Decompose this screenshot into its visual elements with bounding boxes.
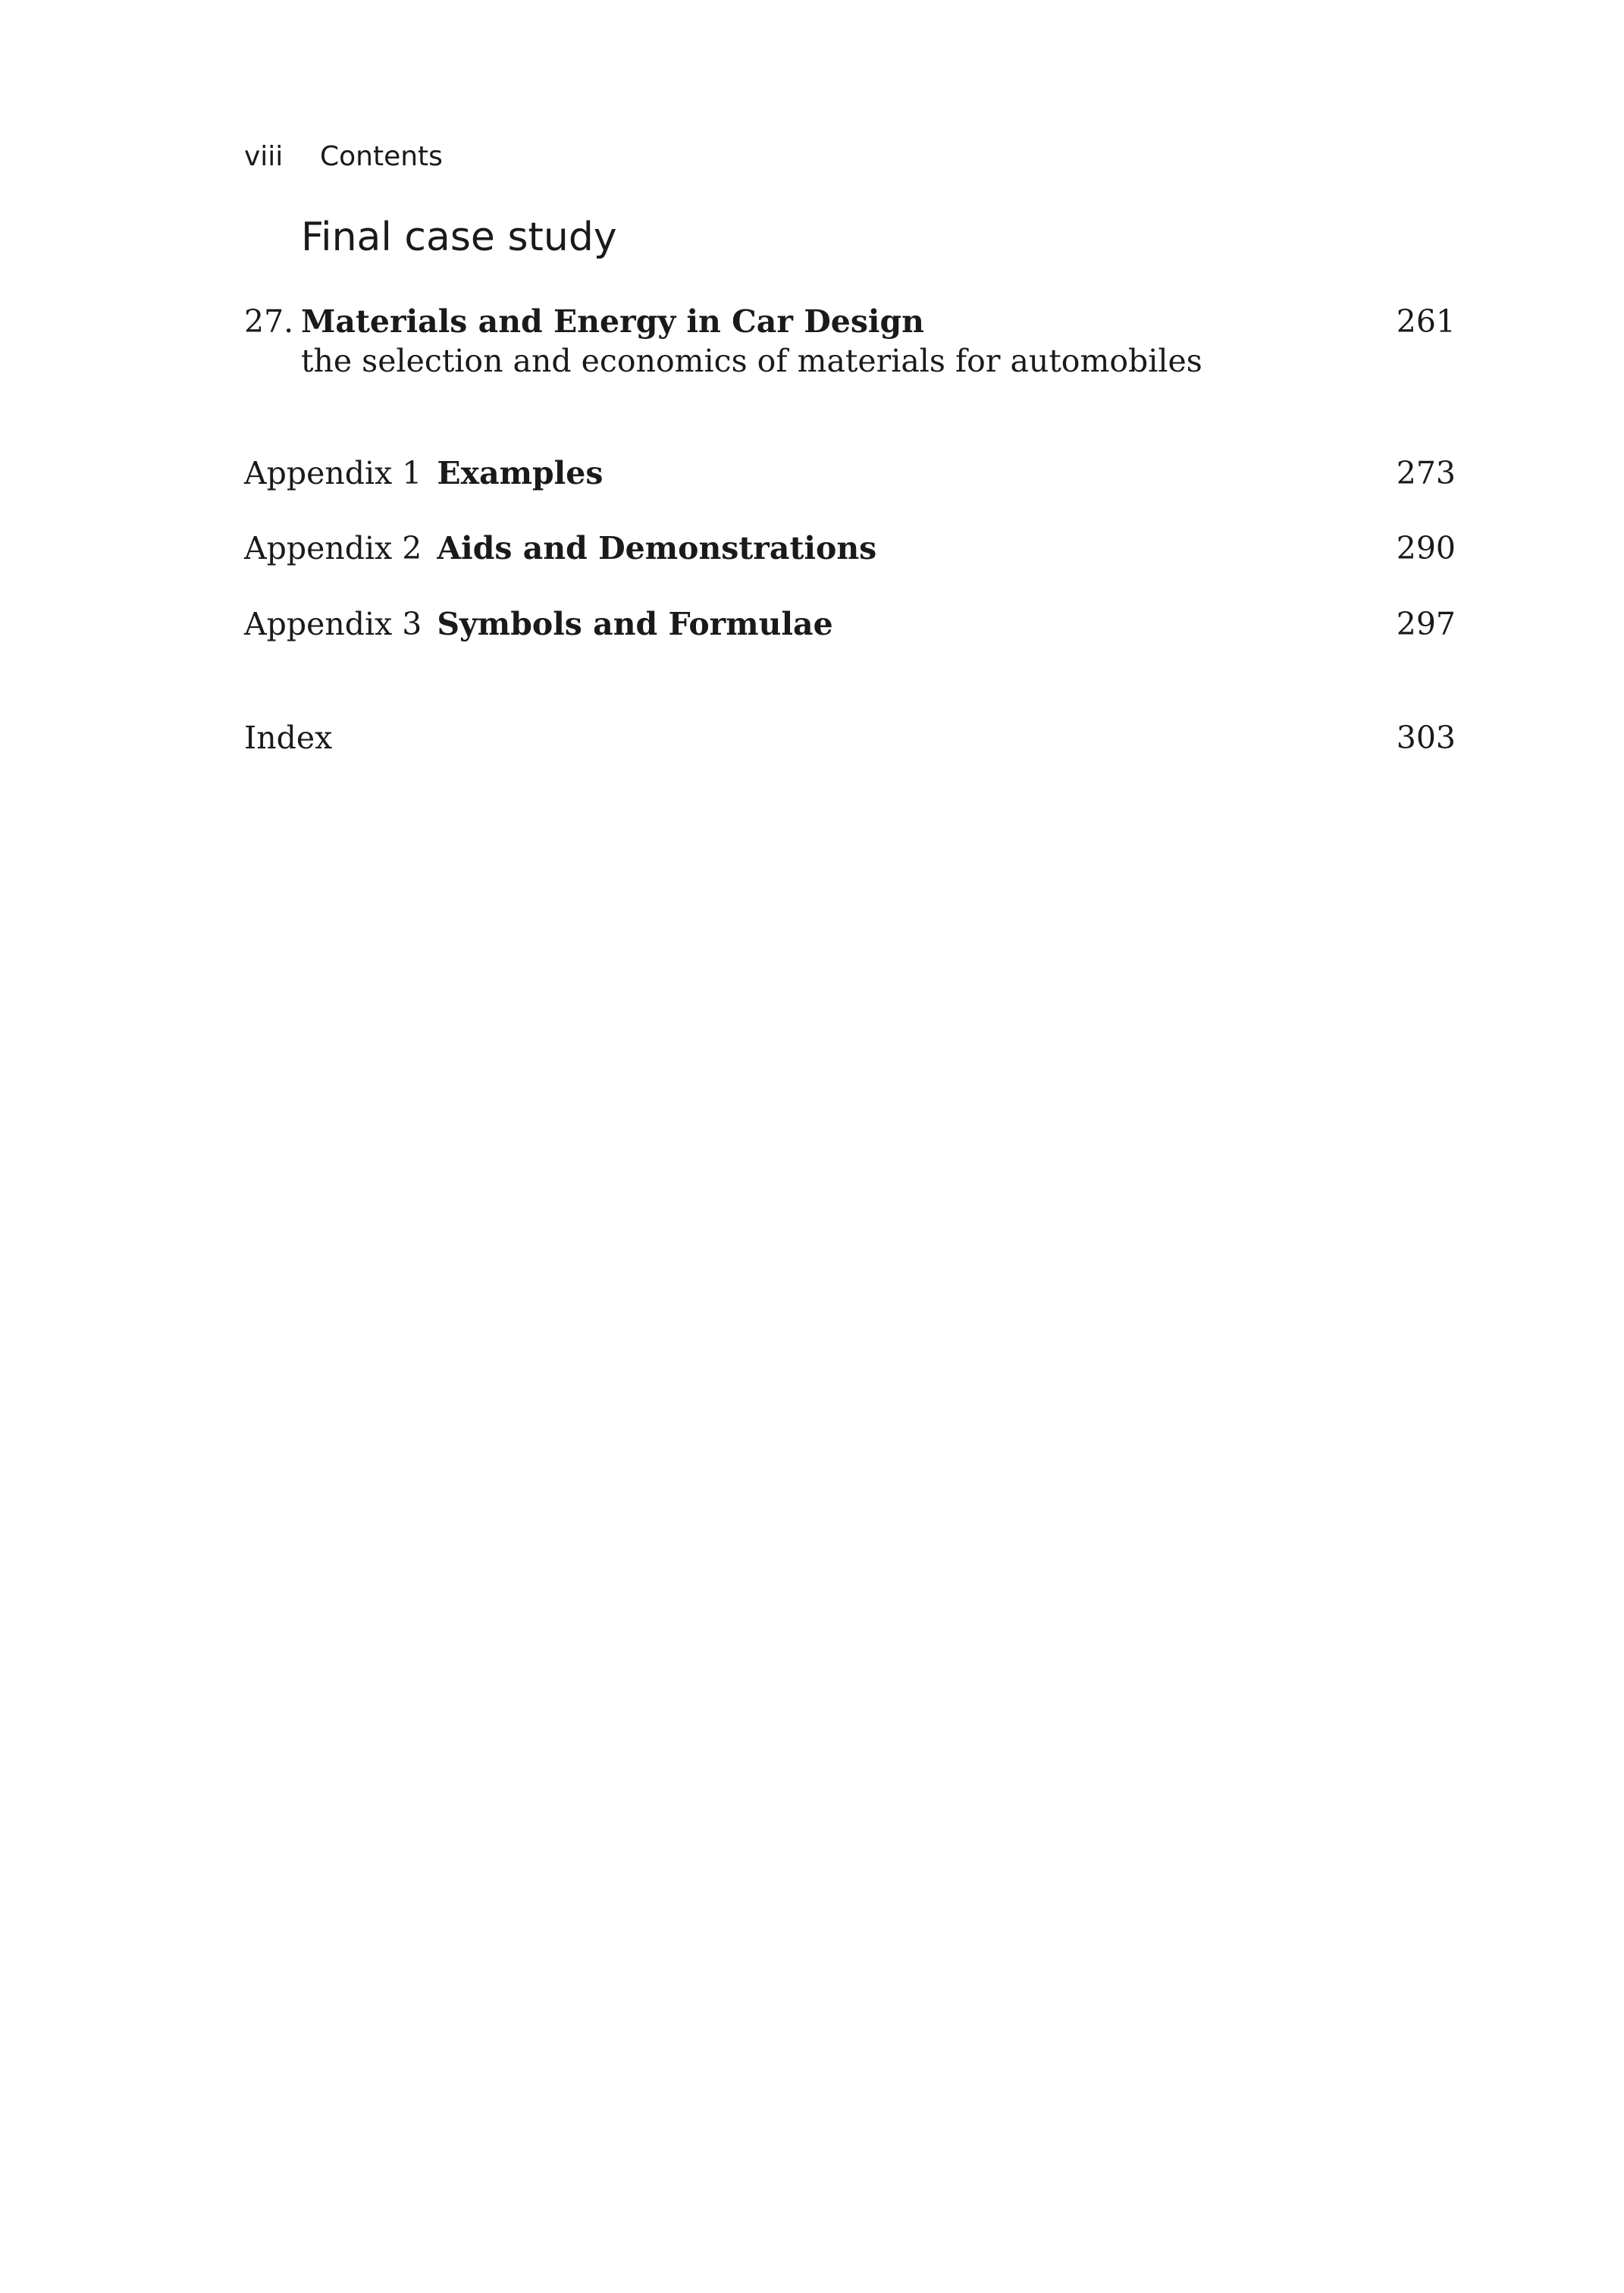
page-number: 273 [1396,455,1456,491]
index-title: Index [244,720,333,756]
toc-entry-label [244,530,876,566]
toc-entry-label [244,606,833,642]
appendix-title: Examples [437,455,604,491]
running-head-title: Contents [320,141,443,172]
page-folio: viii [244,141,284,172]
running-head [244,141,443,172]
toc-entry-appendix-1[interactable] [244,455,1456,491]
appendix-prefix: Appendix 3 [244,606,422,642]
page-number: 297 [1396,606,1456,642]
appendix-prefix: Appendix 2 [244,530,422,566]
appendix-title: Aids and Demonstrations [437,530,877,566]
page-number: 290 [1396,530,1456,566]
toc-entry-label [244,455,603,491]
chapter-subtitle: the selection and economics of materials for automobiles [301,343,1202,379]
page-number: 261 [1396,303,1456,340]
chapter-number: 27. [244,303,294,340]
toc-entry-index[interactable] [244,720,1456,756]
appendix-prefix: Appendix 1 [244,455,422,491]
toc-entry-chapter-27[interactable] [244,303,1456,340]
toc-entry-label [244,303,924,340]
toc-entry-appendix-3[interactable] [244,606,1456,642]
page-number: 303 [1396,720,1456,756]
section-title: Final case study [301,215,617,260]
chapter-title: Materials and Energy in Car Design [301,303,924,340]
appendix-title: Symbols and Formulae [437,606,833,642]
toc-entry-appendix-2[interactable] [244,530,1456,566]
